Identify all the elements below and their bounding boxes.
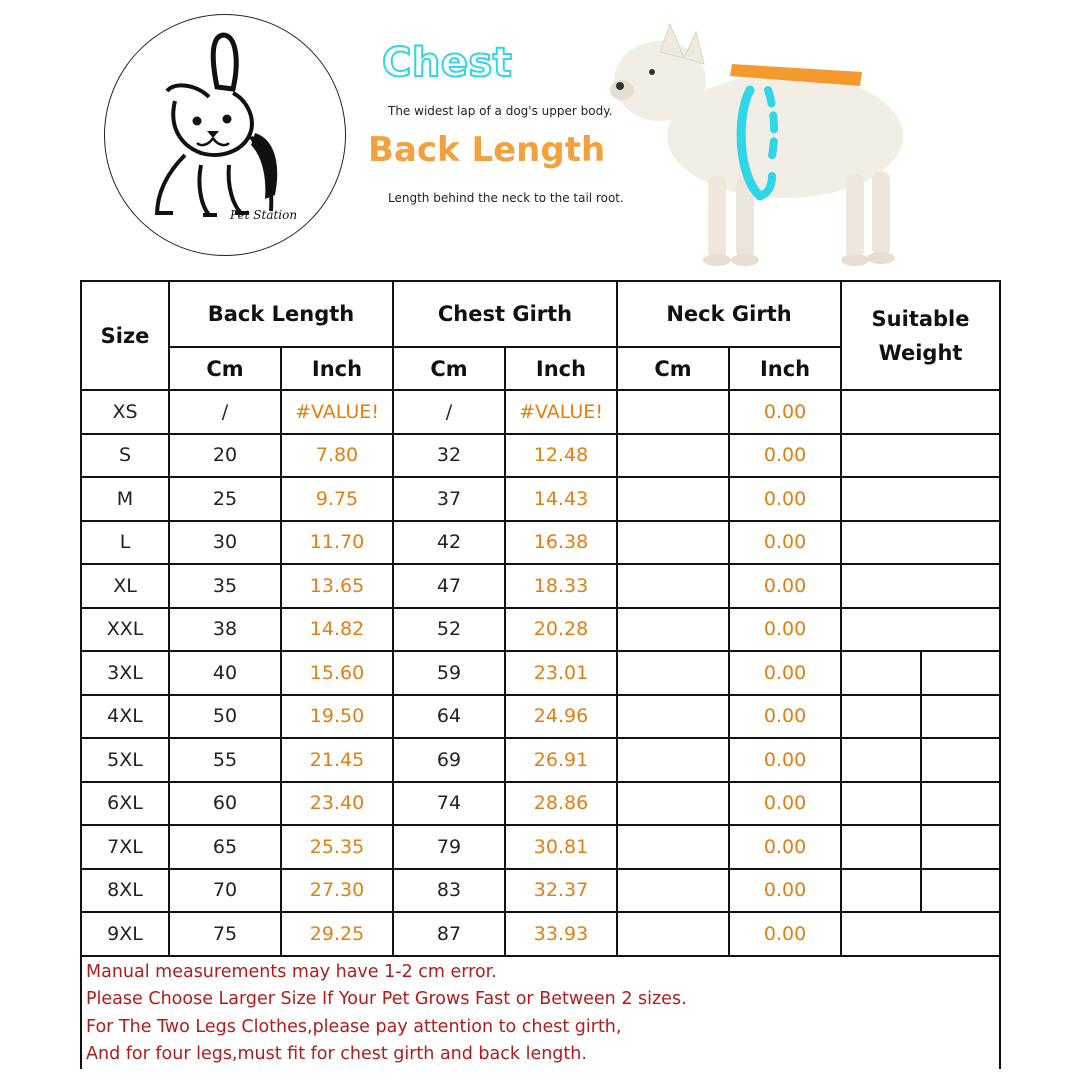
back-length-cm-cell: 50 [169, 695, 281, 739]
chest-cm-header: Cm [393, 347, 505, 390]
neck-girth-cm-cell [617, 912, 729, 956]
suitable-weight-cell [841, 434, 1000, 478]
chest-girth-cm-cell: 83 [393, 869, 505, 913]
weight-cell-divider [920, 781, 922, 827]
back-length-cm-cell: 65 [169, 825, 281, 869]
size-cell: 9XL [81, 912, 169, 956]
chest-girth-inch-cell: 28.86 [505, 782, 617, 826]
neck-girth-inch-cell: 0.00 [729, 521, 841, 565]
back-length-inch-cell: 27.30 [281, 869, 393, 913]
neck-girth-inch-cell: 0.00 [729, 390, 841, 434]
chest-girth-cm-cell: 59 [393, 651, 505, 695]
chest-description: The widest lap of a dog's upper body. [388, 104, 613, 118]
table-row [81, 695, 1000, 739]
suitable-weight-cell [841, 521, 1000, 565]
neck-girth-cm-cell [617, 390, 729, 434]
chest-girth-cm-cell: 69 [393, 738, 505, 782]
back-length-title: Back Length [368, 130, 606, 170]
back-length-cm-cell: / [169, 390, 281, 434]
suitable-weight-cell [841, 651, 1000, 695]
chest-girth-inch-cell: 24.96 [505, 695, 617, 739]
logo-text: Pet Station [230, 208, 298, 222]
neck-girth-cm-cell [617, 608, 729, 652]
back-length-inch-cell: 25.35 [281, 825, 393, 869]
neck-girth-cm-cell [617, 695, 729, 739]
size-cell: 3XL [81, 651, 169, 695]
note-line: Please Choose Larger Size If Your Pet Grows Fast or Between 2 sizes. [86, 989, 687, 1009]
chest-girth-cm-cell: 87 [393, 912, 505, 956]
size-cell: 7XL [81, 825, 169, 869]
french-bulldog-logo-icon [105, 15, 347, 257]
chest-title: Chest [382, 40, 513, 86]
back-length-inch-cell: 15.60 [281, 651, 393, 695]
suitable-weight-cell [841, 390, 1000, 434]
size-cell: 4XL [81, 695, 169, 739]
chest-girth-cm-cell: 42 [393, 521, 505, 565]
chest-inch-header: Inch [505, 347, 617, 390]
table-row [81, 869, 1000, 913]
back-length-cm-cell: 75 [169, 912, 281, 956]
chest-girth-cm-cell: / [393, 390, 505, 434]
suitable-weight-cell [841, 825, 1000, 869]
chest-girth-inch-cell: 20.28 [505, 608, 617, 652]
neck-girth-inch-cell: 0.00 [729, 912, 841, 956]
size-cell: 8XL [81, 869, 169, 913]
suitable-weight-label: Suitable Weight [871, 306, 970, 365]
weight-cell-divider [920, 650, 922, 696]
dog-measurement-illustration [600, 6, 920, 274]
neck-girth-cm-cell [617, 782, 729, 826]
back-length-inch-cell: 13.65 [281, 564, 393, 608]
chest-girth-inch-cell: 33.93 [505, 912, 617, 956]
size-cell: L [81, 521, 169, 565]
back-length-inch-cell: 7.80 [281, 434, 393, 478]
size-cell: XS [81, 390, 169, 434]
back-length-inch-cell: 21.45 [281, 738, 393, 782]
back-length-cm-cell: 60 [169, 782, 281, 826]
size-header: Size [81, 281, 169, 390]
chest-girth-cm-cell: 64 [393, 695, 505, 739]
neck-girth-inch-cell: 0.00 [729, 738, 841, 782]
notes-cell [81, 956, 1000, 1069]
back-length-cm-cell: 55 [169, 738, 281, 782]
chest-girth-inch-cell: 12.48 [505, 434, 617, 478]
back-length-cm-cell: 35 [169, 564, 281, 608]
back-length-inch-cell: 29.25 [281, 912, 393, 956]
chest-girth-inch-cell: 32.37 [505, 869, 617, 913]
table-row [81, 608, 1000, 652]
table-row [81, 390, 1000, 434]
chest-girth-cm-cell: 79 [393, 825, 505, 869]
neck-girth-inch-cell: 0.00 [729, 608, 841, 652]
weight-cell-divider [920, 694, 922, 740]
back-length-inch-cell: 23.40 [281, 782, 393, 826]
weight-cell-divider [920, 824, 922, 870]
suitable-weight-cell [841, 695, 1000, 739]
table-row [81, 477, 1000, 521]
table-row [81, 782, 1000, 826]
size-cell: S [81, 434, 169, 478]
chest-girth-inch-cell: 23.01 [505, 651, 617, 695]
size-chart-table [80, 280, 1001, 1069]
neck-girth-inch-cell: 0.00 [729, 477, 841, 521]
neck-girth-cm-cell [617, 521, 729, 565]
chest-girth-cm-cell: 47 [393, 564, 505, 608]
weight-cell-divider [920, 868, 922, 914]
note-line: Manual measurements may have 1-2 cm error. [86, 961, 497, 982]
chest-girth-inch-cell: 30.81 [505, 825, 617, 869]
suitable-weight-cell [841, 564, 1000, 608]
neck-girth-cm-cell [617, 434, 729, 478]
suitable-weight-cell [841, 738, 1000, 782]
back-length-cm-cell: 38 [169, 608, 281, 652]
back-length-inch-cell: 14.82 [281, 608, 393, 652]
neck-girth-inch-cell: 0.00 [729, 695, 841, 739]
back-length-inch-cell: 9.75 [281, 477, 393, 521]
neck-girth-cm-cell [617, 477, 729, 521]
back-length-cm-cell: 40 [169, 651, 281, 695]
size-cell: XL [81, 564, 169, 608]
suitable-weight-cell [841, 782, 1000, 826]
neck-girth-cm-cell [617, 651, 729, 695]
back-length-inch-cell: 19.50 [281, 695, 393, 739]
back-length-cm-cell: 25 [169, 477, 281, 521]
back-length-header: Back Length [169, 281, 393, 347]
chest-girth-inch-cell: 26.91 [505, 738, 617, 782]
suitable-weight-header [841, 281, 1000, 390]
suitable-weight-cell [841, 869, 1000, 913]
table-row [81, 521, 1000, 565]
chest-girth-inch-cell: 14.43 [505, 477, 617, 521]
neck-girth-inch-cell: 0.00 [729, 825, 841, 869]
size-cell: M [81, 477, 169, 521]
chest-girth-header: Chest Girth [393, 281, 617, 347]
back-cm-header: Cm [169, 347, 281, 390]
neck-girth-header: Neck Girth [617, 281, 841, 347]
neck-girth-inch-cell: 0.00 [729, 869, 841, 913]
neck-girth-inch-cell: 0.00 [729, 434, 841, 478]
brand-logo [104, 14, 346, 256]
chest-girth-inch-cell: #VALUE! [505, 390, 617, 434]
neck-girth-inch-cell: 0.00 [729, 564, 841, 608]
back-length-cm-cell: 20 [169, 434, 281, 478]
back-length-inch-cell: #VALUE! [281, 390, 393, 434]
back-length-description: Length behind the neck to the tail root. [388, 191, 624, 205]
size-cell: 5XL [81, 738, 169, 782]
table-row [81, 564, 1000, 608]
size-cell: XXL [81, 608, 169, 652]
weight-cell-divider [920, 737, 922, 783]
back-length-cm-cell: 70 [169, 869, 281, 913]
chest-girth-inch-cell: 18.33 [505, 564, 617, 608]
chest-girth-inch-cell: 16.38 [505, 521, 617, 565]
neck-girth-cm-cell [617, 825, 729, 869]
neck-cm-header: Cm [617, 347, 729, 390]
table-row [81, 738, 1000, 782]
neck-girth-cm-cell [617, 564, 729, 608]
table-row [81, 825, 1000, 869]
neck-girth-cm-cell [617, 738, 729, 782]
chest-girth-cm-cell: 74 [393, 782, 505, 826]
back-inch-header: Inch [281, 347, 393, 390]
back-length-cm-cell: 30 [169, 521, 281, 565]
neck-girth-inch-cell: 0.00 [729, 651, 841, 695]
chest-girth-cm-cell: 52 [393, 608, 505, 652]
note-line: And for four legs,must fit for chest girth and back length. [86, 1044, 587, 1064]
neck-inch-header: Inch [729, 347, 841, 390]
table-row [81, 912, 1000, 956]
back-length-inch-cell: 11.70 [281, 521, 393, 565]
chest-girth-cm-cell: 37 [393, 477, 505, 521]
note-line: For The Two Legs Clothes,please pay attention to chest girth, [86, 1016, 622, 1037]
chest-girth-cm-cell: 32 [393, 434, 505, 478]
size-cell: 6XL [81, 782, 169, 826]
suitable-weight-cell [841, 608, 1000, 652]
table-row [81, 434, 1000, 478]
suitable-weight-cell [841, 477, 1000, 521]
table-row [81, 651, 1000, 695]
neck-girth-inch-cell: 0.00 [729, 782, 841, 826]
neck-girth-cm-cell [617, 869, 729, 913]
suitable-weight-cell [841, 912, 1000, 956]
